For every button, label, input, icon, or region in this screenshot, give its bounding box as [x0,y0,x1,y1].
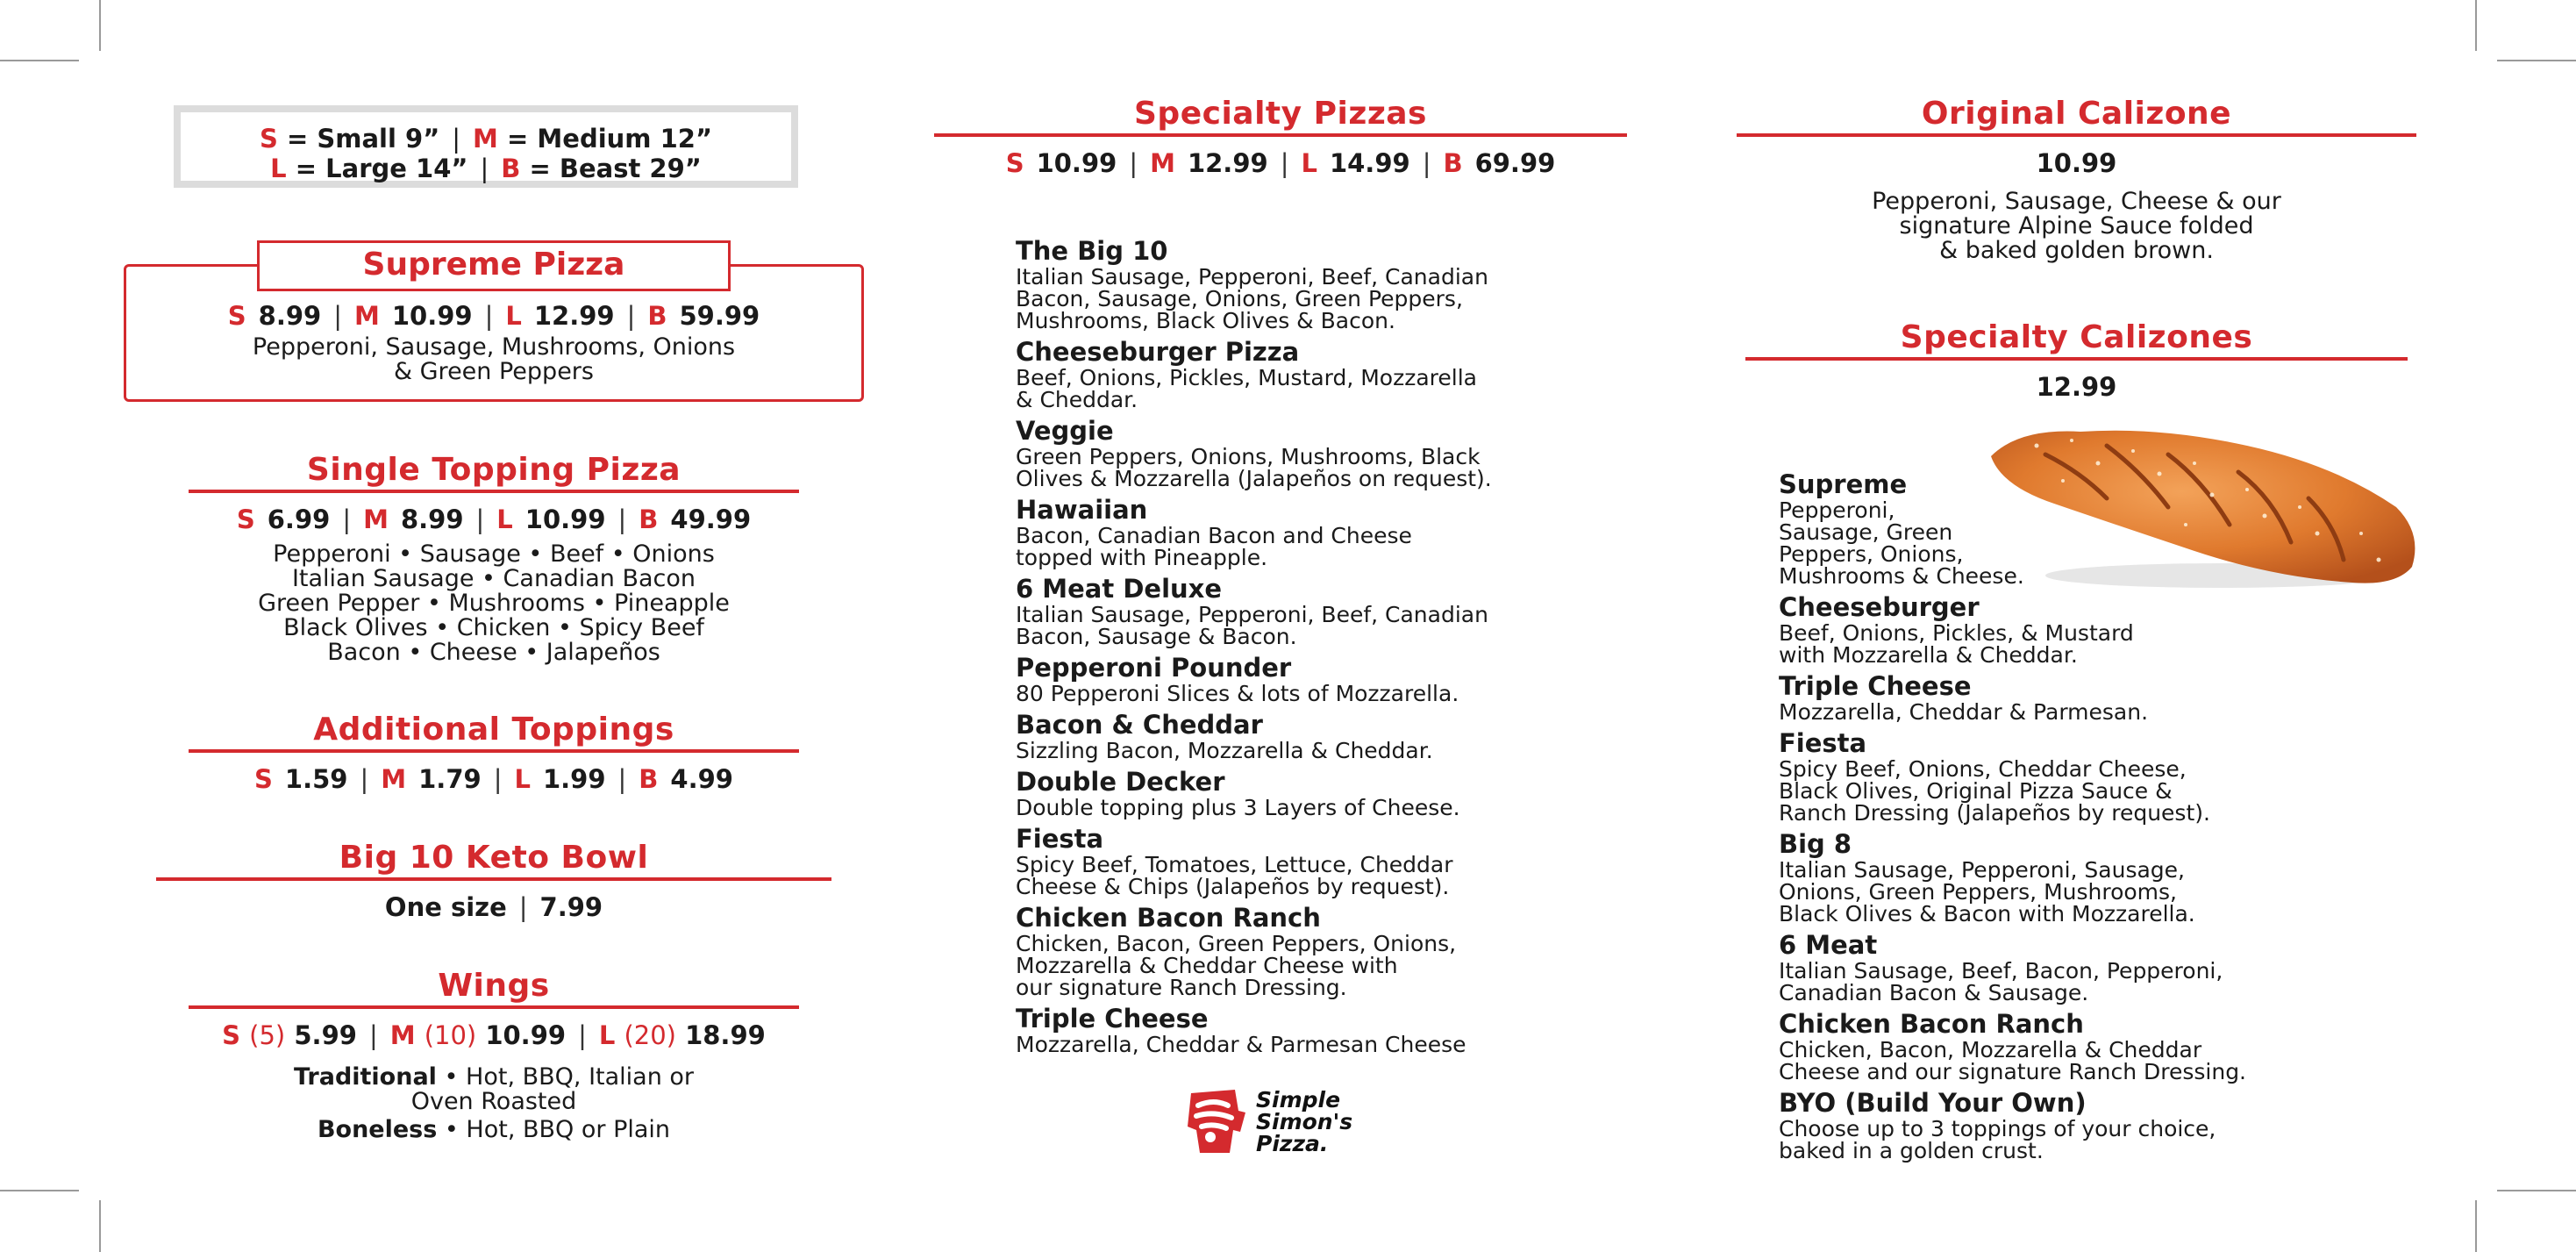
price-value: 14.99 [1329,148,1410,178]
additional-toppings-section [124,711,864,797]
specialty-pizzas-header [930,95,1631,181]
section-rule [934,133,1627,137]
price-value: 10.99 [2036,148,2117,178]
section-rule [1737,133,2416,137]
price-size: L [1301,148,1317,178]
item-desc: Mozzarella, Cheddar & Parmesan. [1779,699,2149,725]
logo-text-line-3: Pizza. [1256,1131,1329,1156]
price-size: L [598,1020,616,1050]
wing-count: (5) [249,1020,286,1050]
logo-text-line-1: Simple [1256,1087,1341,1112]
item-desc: Mushrooms, Black Olives & Bacon. [1016,308,1395,333]
section-rule [156,877,831,881]
item-name: Chicken Bacon Ranch [1779,1009,2084,1039]
price-size: S [1005,148,1024,178]
item-desc: Mozzarella & Cheddar Cheese with [1016,953,1398,978]
menu-item [1016,768,1647,819]
item-desc: Italian Sausage, Beef, Bacon, Pepperoni, [1779,958,2223,984]
price-value: 8.99 [400,504,464,534]
item-name: Hawaiian [1016,495,1148,525]
price-value: 1.79 [418,764,482,794]
item-name: Double Decker [1016,767,1225,797]
menu-item [1016,654,1647,705]
price-size: L [496,504,513,534]
section-title: Wings [438,968,550,1004]
item-desc: Sizzling Bacon, Mozzarella & Cheddar. [1016,738,1433,763]
menu-item [1779,593,2445,666]
item-desc: Spicy Beef, Onions, Cheddar Cheese, [1779,756,2187,782]
item-desc: Double topping plus 3 Layers of Cheese. [1016,795,1460,820]
item-desc: with Mozzarella & Cheddar. [1779,642,2078,668]
menu-item [1779,1010,2445,1083]
price-size: B [639,764,659,794]
menu-item [1016,496,1647,569]
size-legend-line-1: S = Small 9” | M = Medium 12” [259,124,713,154]
single-topping-section [124,451,864,665]
item-name: Fiesta [1016,824,1104,854]
price-size: S [227,301,246,331]
original-calzone-desc [1737,190,2416,263]
item-name: 6 Meat [1779,930,1878,960]
wing-count: (20) [624,1020,676,1050]
price-value: 5.99 [294,1020,357,1050]
price-value: 6.99 [267,504,331,534]
price-value: 7.99 [539,892,603,922]
price-value: 10.99 [485,1020,567,1050]
item-name: Cheeseburger [1779,592,1980,622]
description-line: & baked golden brown. [1939,237,2214,264]
section-rule [1745,357,2408,361]
menu-item [1016,904,1647,998]
item-desc: Black Olives, Original Pizza Sauce & [1779,778,2173,804]
menu-item [1779,830,2445,925]
price-size: M [354,301,380,331]
item-desc: Onions, Green Peppers, Mushrooms, [1779,879,2177,905]
price-size: B [1443,148,1463,178]
item-desc: Spicy Beef, Tomatoes, Lettuce, Cheddar [1016,852,1453,877]
price-value: 10.99 [524,504,606,534]
item-desc: Peppers, Onions, [1779,541,1964,567]
item-desc: & Cheddar. [1016,387,1138,412]
item-name: BYO (Build Your Own) [1779,1088,2087,1118]
price-size: B [639,504,659,534]
price-value: 1.99 [542,764,606,794]
size-legend-line-2: L = Large 14” | B = Beast 29” [270,154,702,183]
item-desc: Bacon, Canadian Bacon and Cheese [1016,523,1412,548]
item-desc: 80 Pepperoni Slices & lots of Mozzarella. [1016,681,1459,706]
item-desc: Mozzarella, Cheddar & Parmesan Cheese [1016,1032,1466,1057]
item-desc: Cheese and our signature Ranch Dressing. [1779,1059,2247,1084]
size-key: M [473,124,498,154]
menu-item [1779,1089,2445,1162]
wings-prices: S (5) 5.99 | M (10) 10.99 | L (20) 18.99 [222,1020,766,1050]
item-desc: Chicken, Bacon, Mozzarella & Cheddar [1779,1037,2202,1062]
supreme-pizza-title: Supreme Pizza [257,240,731,291]
crop-mark [99,0,101,51]
price-value: 1.59 [284,764,348,794]
item-desc: Pepperoni, [1779,497,1895,523]
price-value: 10.99 [1036,148,1117,178]
menu-item [1016,1005,1647,1055]
description-line: signature Alpine Sauce folded [1899,212,2254,240]
size-label: = Medium 12” [507,124,713,154]
original-calzone-section [1737,95,2416,263]
item-name: Supreme [1779,469,1908,499]
item-desc: Italian Sausage, Pepperoni, Sausage, [1779,857,2185,883]
topping-line: Bacon • Cheese • Jalapeños [327,639,660,666]
item-name: Cheeseburger Pizza [1016,337,1300,367]
supreme-prices: S 8.99 | M 10.99 | L 12.99 | B 59.99 [227,301,760,331]
item-name: Chicken Bacon Ranch [1016,903,1321,933]
specialty-pizzas-prices: S 10.99 | M 12.99 | L 14.99 | B 69.99 [1005,148,1556,178]
item-desc: our signature Ranch Dressing. [1016,975,1347,1000]
price-value: 69.99 [1474,148,1556,178]
price-size: B [647,301,667,331]
size-legend [174,105,798,188]
menu-item [1016,237,1647,332]
crop-mark [0,60,79,61]
simple-simons-logo [1184,1086,1386,1156]
section-rule [189,749,799,753]
item-desc: Beef, Onions, Pickles, & Mustard [1779,620,2134,646]
item-desc: Cheese & Chips (Jalapeños by request). [1016,874,1450,899]
price-size: M [381,764,407,794]
crop-mark [99,1200,101,1252]
item-desc: Black Olives & Bacon with Mozzarella. [1779,901,2195,926]
menu-item [1779,470,2445,587]
menu-item [1779,672,2445,723]
price-value: 4.99 [670,764,733,794]
specialty-calzones-header [1745,318,2408,404]
price-value: 12.99 [1187,148,1268,178]
item-desc: Choose up to 3 toppings of your choice, [1779,1116,2216,1141]
size-label: = Small 9” [286,124,440,154]
crop-mark [2475,0,2477,51]
item-name: Triple Cheese [1016,1004,1209,1034]
menu-item [1016,711,1647,762]
size-key: L [270,154,287,183]
item-name: Veggie [1016,416,1114,446]
price-value: 12.99 [533,301,615,331]
wings-section [124,967,864,1142]
price-value: 18.99 [685,1020,766,1050]
price-size: S [222,1020,241,1050]
price-size: M [389,1020,416,1050]
wings-flavors [124,1065,864,1142]
crop-mark [0,1190,79,1191]
wings-traditional-desc: Oven Roasted [410,1088,577,1115]
menu-item [1779,931,2445,1004]
keto-bowl-section [124,839,864,925]
section-title: Big 10 Keto Bowl [339,840,649,876]
size-label: = Beast 29” [529,154,702,183]
supreme-description [126,335,861,384]
price-size: M [1150,148,1175,178]
topping-line: Pepperoni • Sausage • Beef • Onions [273,540,715,568]
wing-count: (10) [424,1020,477,1050]
item-name: Fiesta [1779,728,1867,758]
keto-bowl-price: One size | 7.99 [384,892,603,922]
description-line: Pepperoni, Sausage, Mushrooms, Onions [252,333,736,361]
price-size: L [514,764,531,794]
item-desc: topped with Pineapple. [1016,545,1268,570]
logo-text-line-2: Simon's [1256,1109,1353,1134]
topping-line: Green Pepper • Mushrooms • Pineapple [258,590,730,617]
section-rule [189,1005,799,1009]
price-value: 12.99 [2036,372,2117,402]
item-desc: baked in a golden crust. [1779,1138,2044,1163]
item-desc: Ranch Dressing (Jalapeños by request). [1779,800,2210,826]
price-size: S [254,764,273,794]
section-title: Specialty Pizzas [1134,96,1427,132]
item-name: 6 Meat Deluxe [1016,574,1223,604]
price-size: L [505,301,522,331]
wings-traditional-desc: • Hot, BBQ, Italian or [444,1063,695,1091]
crop-mark [2497,1190,2576,1191]
item-desc: Canadian Bacon & Sausage. [1779,980,2089,1005]
item-desc: Chicken, Bacon, Green Peppers, Onions, [1016,931,1457,956]
item-desc: Mushrooms & Cheese. [1779,563,2024,589]
item-desc: Bacon, Sausage & Bacon. [1016,624,1297,649]
section-title: Original Calizone [1921,96,2232,132]
price-value: 49.99 [670,504,752,534]
menu-item [1016,417,1647,490]
topping-line: Black Olives • Chicken • Spicy Beef [283,614,704,641]
item-name: Pepperoni Pounder [1016,653,1292,683]
item-desc: Bacon, Sausage, Onions, Green Peppers, [1016,286,1463,311]
section-title: Specialty Calizones [1900,319,2253,355]
section-title: Additional Toppings [313,712,674,748]
specialty-calzone-list [1779,470,2445,1168]
price-value: 8.99 [258,301,322,331]
item-desc: Sausage, Green [1779,519,1953,545]
item-name: Triple Cheese [1779,671,1972,701]
menu-item [1016,825,1647,898]
item-name: The Big 10 [1016,236,1168,266]
size-label: = Large 14” [295,154,468,183]
description-line: & Green Peppers [394,358,594,385]
size-key: B [501,154,521,183]
wings-boneless-desc: • Hot, BBQ or Plain [444,1116,671,1143]
menu-item [1016,575,1647,647]
item-name: Big 8 [1779,829,1852,859]
crop-mark [2475,1200,2477,1252]
price-value: 59.99 [679,301,760,331]
single-topping-list [124,542,864,665]
section-rule [189,490,799,493]
menu-item [1016,338,1647,411]
wings-traditional-label: Traditional [293,1063,437,1091]
section-title: Single Topping Pizza [306,452,681,488]
price-size: S [236,504,255,534]
size-key: S [259,124,278,154]
specialty-pizza-list [1016,237,1647,1062]
crop-mark [2497,60,2576,61]
menu-item [1779,729,2445,824]
item-desc: Green Peppers, Onions, Mushrooms, Black [1016,444,1481,469]
description-line: Pepperoni, Sausage, Cheese & our [1872,188,2281,215]
wings-boneless-label: Boneless [317,1116,438,1143]
item-desc: Beef, Onions, Pickles, Mustard, Mozzarella [1016,365,1477,390]
size-label: One size [384,892,507,922]
item-desc: Olives & Mozzarella (Jalapeños on request). [1016,466,1492,491]
item-desc: Italian Sausage, Pepperoni, Beef, Canadian [1016,602,1488,627]
additional-toppings-prices: S 1.59 | M 1.79 | L 1.99 | B 4.99 [254,764,733,794]
single-topping-prices: S 6.99 | M 8.99 | L 10.99 | B 49.99 [236,504,752,534]
topping-line: Italian Sausage • Canadian Bacon [291,565,696,592]
item-name: Bacon & Cheddar [1016,710,1263,740]
price-value: 10.99 [391,301,473,331]
price-size: M [363,504,389,534]
item-desc: Italian Sausage, Pepperoni, Beef, Canadian [1016,264,1488,290]
logo-mark-icon [1184,1086,1386,1156]
